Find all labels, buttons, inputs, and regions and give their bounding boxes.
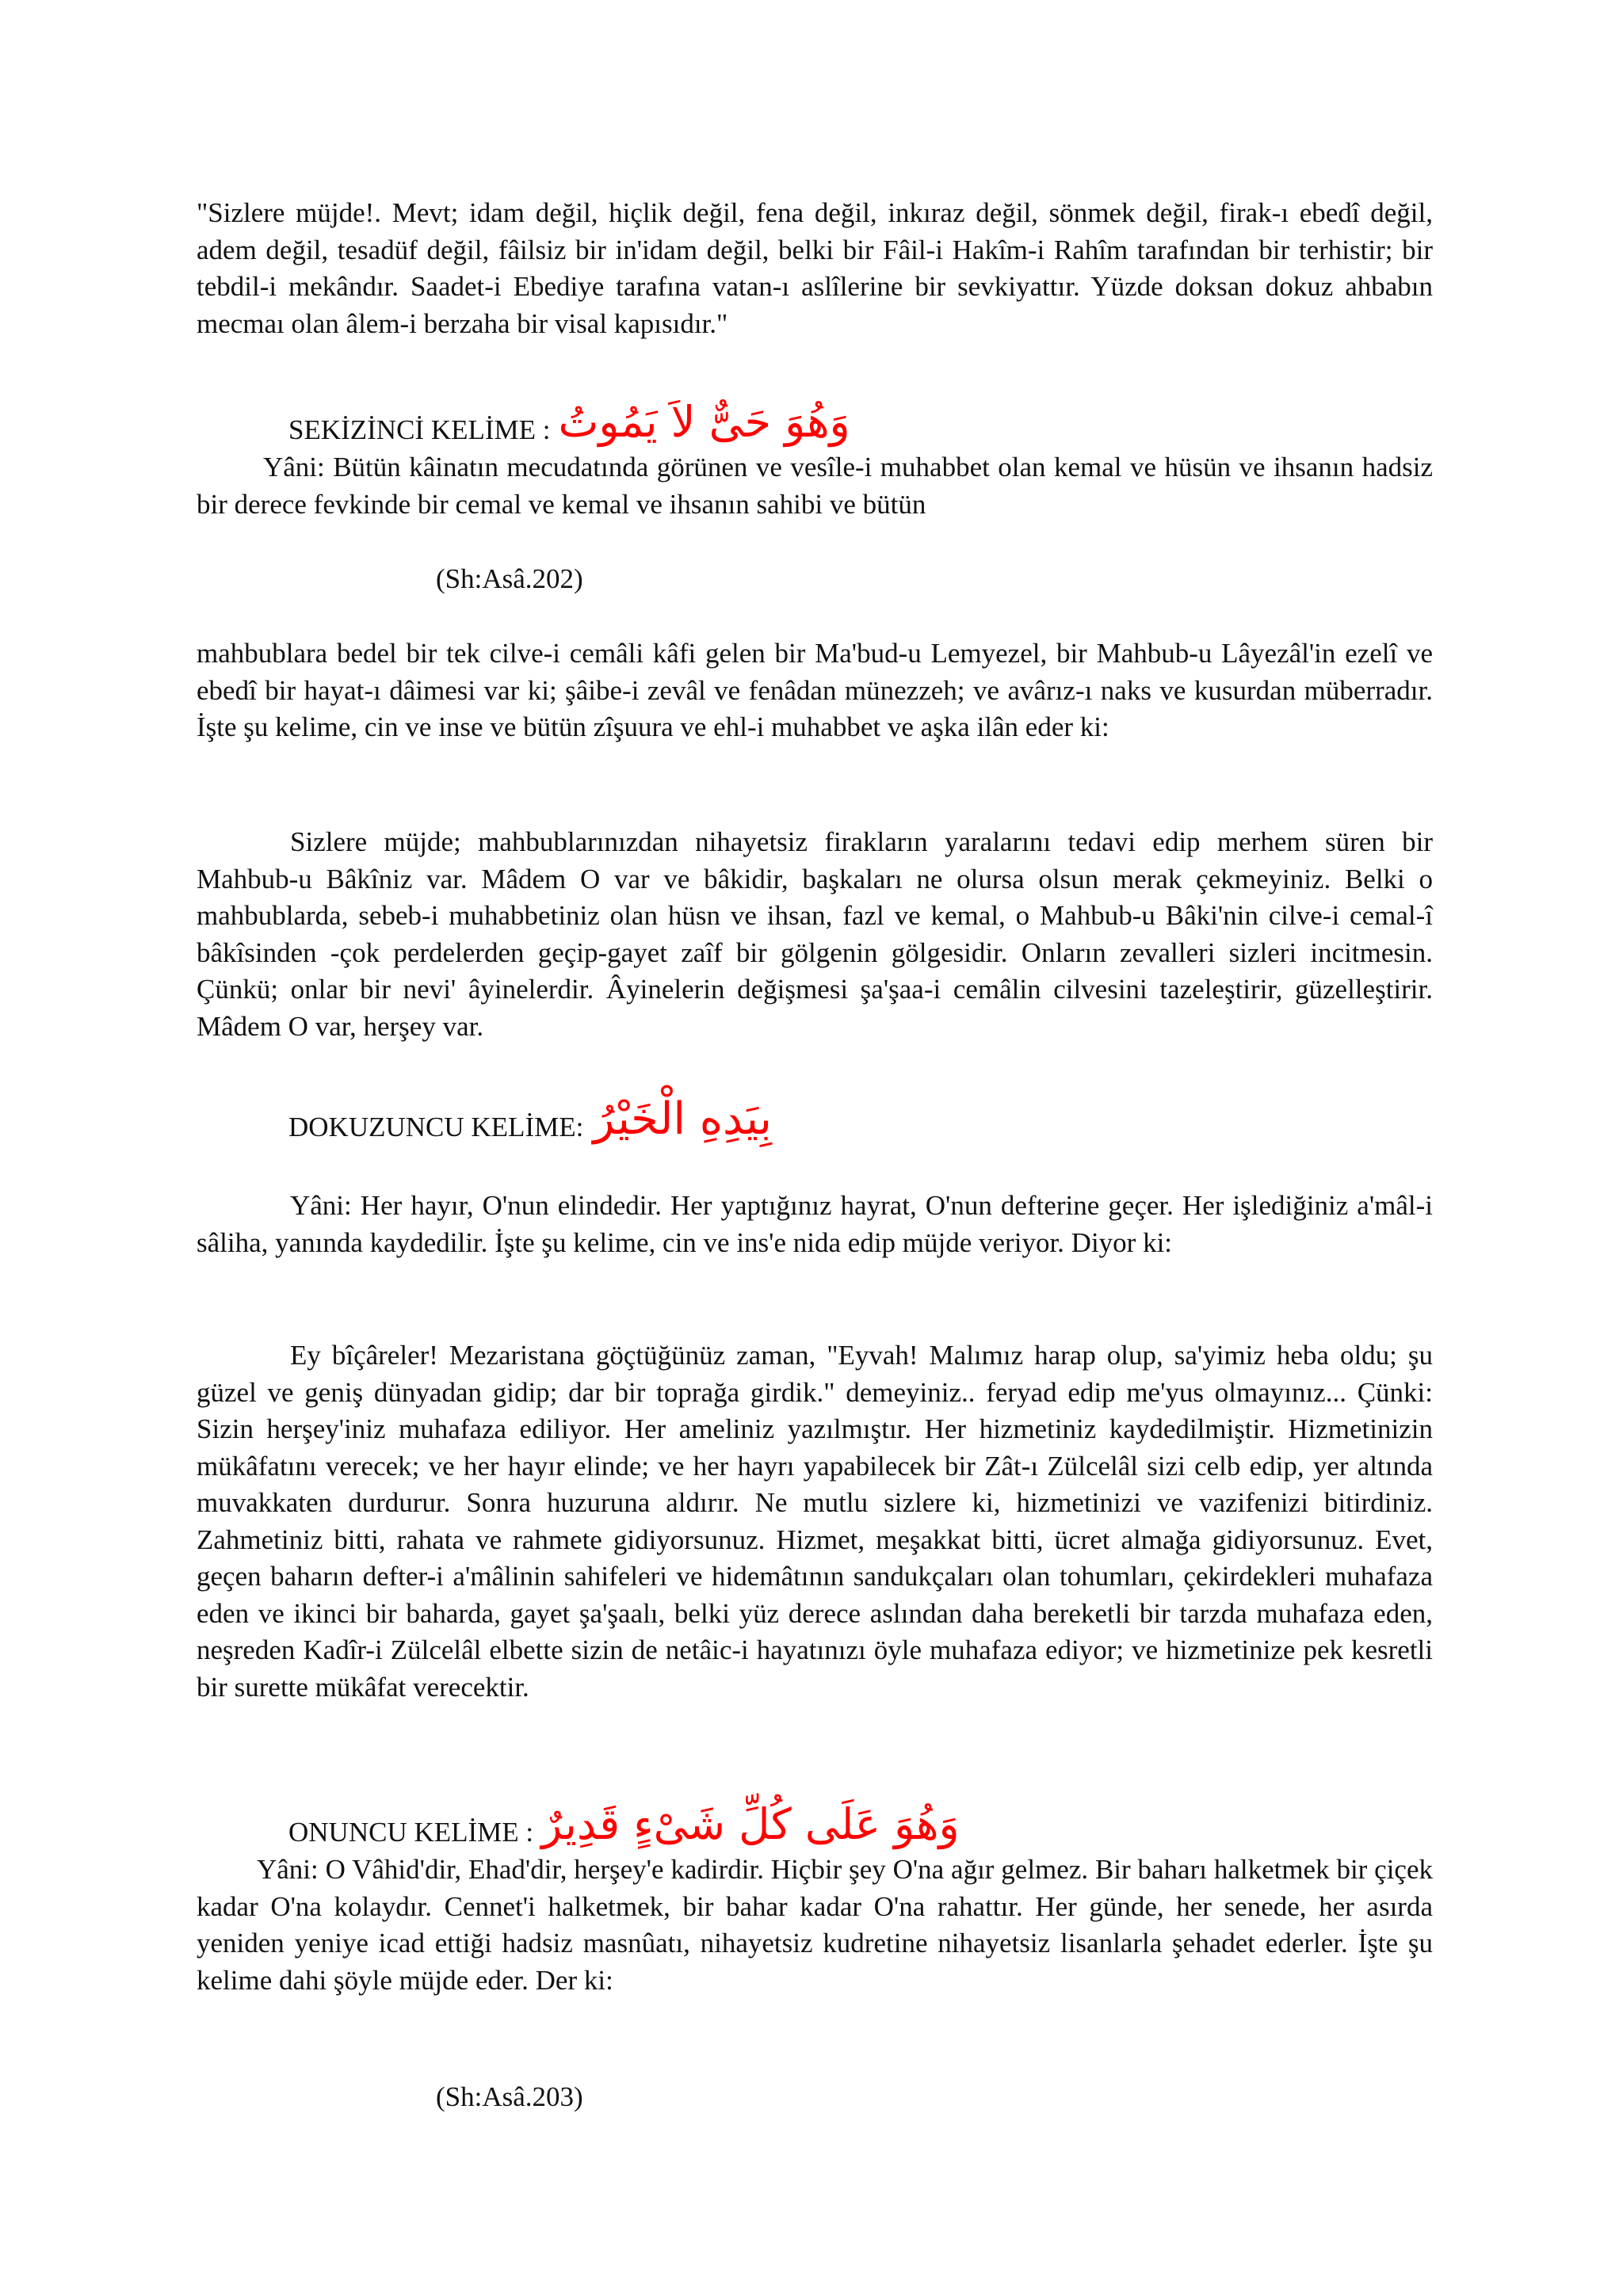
paragraph-eternal-beloved: mahbublara bedel bir tek cilve-i cemâli kâfi gelen bir Ma'bud-u Lemyezel, bir Mahbub-u Lâyezâl'in ezelî ve ebedî bir hayat-ı dâimesi var ki; şâibe-i zevâl ve fenâdan münezzeh; ve avârız-ı naks ve kusurdan müberradır. İşte şu kelime, cin ve inse ve bütün zîşuura ve ehl-i muhabbet ve aşka ilân eder ki: bbox=[197, 638, 1433, 742]
paragraph-good-news-beloved: Sizlere müjde; mahbublarınızdan nihayetsiz firakların yaralarını tedavi edip merhem süren bir Mahbub-u Bâkîniz var. Mâdem O var ve bâkidir, başkaları ne olursa olsun merak çekmeyiniz. Belki o mahbublarda, sebeb-i muhabbetiniz olan hüsn ve ihsan, fazl ve kemal, o Mahbub-u Bâki'nin cilve-i cemal-î bâkîsinden -çok perdelerden geçip-gayet zaîf bir gölgenin gölgesidir. Onların zevalleri sizleri incitmesin. Çünkü; onlar bir nevi' âyinelerdir. Âyinelerin değişmesi şa'şaa-i cemâlin cilvesini tazeleştirir, güzelleştirir. Mâdem O var, herşey var. bbox=[197, 826, 1433, 1042]
paragraph-cemetery-good-news: Ey bîçâreler! Mezaristana göçtüğünüz zaman, "Eyvah! Malımız harap olup, sa'yimiz heba oldu; şu güzel ve geniş dünyadan gidip; dar bir toprağa girdik." demeyiniz.. feryad edip me'yus olmayınız... Çünki: Sizin herşey'iniz muhafaza ediliyor. Her ameliniz yazılmıştır. Her hizmetiniz kaydedilmiştir. Hizmetinizin mükâfatını verecek; ve her hayır elinde; ve her hayrı yapabilecek bir Zât-ı Zülcelâl sizi celb edip, yer altında muvakkaten durdurur. Sonra huzuruna aldırır. Ne mutlu sizlere ki, hizmetinizi ve vazifenizi bitirdiniz. Zahmetiniz bitti, rahata ve rahmete gidiyorsunuz. Hizmet, meşakkat bitti, ücret almağa gidiyorsunuz. Evet, geçen baharın defter-i a'mâlinin sahifeleri ve hidemâtının sandukçaları olan tohumları, çekirdekleri muhafaza eden ve ikinci bir baharda, gayet şa'şaalı, belki yüz derece aslından daha bereketli bir tarzda muhafaza eden, neşreden Kadîr-i Zülcelâl elbette sizin de netâic-i hayatınızı öyle muhafaza ediyor; ve hizmetinize pek kesretli bir surette mükâfat verecektir. bbox=[197, 1340, 1433, 1703]
heading-tenth-word bbox=[288, 1798, 960, 1851]
paragraph-ninth-meaning: Yâni: Her hayır, O'nun elindedir. Her yaptığınız hayrat, O'nun defterine geçer. Her işlediğiniz a'mâl-i sâliha, yanında kaydedilir. İşte şu kelime, cin ve ins'e nida edip müjde veriyor. Diyor ki: bbox=[197, 1190, 1433, 1258]
page-reference: (Sh:Asâ.203) bbox=[436, 2081, 583, 2112]
arabic-verse: وَهُوَ حَىٌّ لاَ يَمُوتُ bbox=[558, 397, 850, 447]
page-reference: (Sh:Asâ.202) bbox=[436, 563, 583, 594]
heading-label: SEKİZİNCİ KELİME : bbox=[288, 414, 551, 445]
paragraph-tenth-meaning: Yâni: O Vâhid'dir, Ehad'dir, herşey'e kadirdir. Hiçbir şey O'na ağır gelmez. Bir baharı halketmek bir çiçek kadar O'na kolaydır. Cennet'i halketmek, bir bahar kadar O'na rahattır. Her günde, her senede, her asırda yeniden yeniye icad ettiği hadsiz masnûatı, nihayetsiz kudretine nihayetsiz lisanlarla şehadet ederler. İşte şu kelime dahi şöyle müjde eder. Der ki: bbox=[197, 1854, 1433, 1996]
arabic-verse: بِيَدِهِ الْخَيْرُ bbox=[593, 1093, 772, 1145]
heading-ninth-word bbox=[288, 1093, 772, 1146]
heading-label: ONUNCU KELİME : bbox=[288, 1817, 534, 1848]
paragraph-mevt-good-news: "Sizlere müjde!. Mevt; idam değil, hiçlik değil, fena değil, inkıraz değil, sönmek değil, firak-ı ebedî değil, adem değil, tesadüf değil, fâilsiz bir in'idam değil, belki bir Fâil-i Hakîm-i Rahîm tarafından bir terhistir; bir tebdil-i mekândır. Saadet-i Ebediye tarafına vatan-ı aslîlerine bir sevkiyattır. Yüzde doksan dokuz ahbabın mecmaı olan âlem-i berzaha bir visal kapısıdır." bbox=[197, 197, 1433, 339]
heading-eighth-word bbox=[288, 396, 850, 448]
heading-label: DOKUZUNCU KELİME: bbox=[288, 1112, 584, 1142]
paragraph-eighth-meaning: Yâni: Bütün kâinatın mecudatında görünen ve vesîle-i muhabbet olan kemal ve hüsün ve ihsanın hadsiz bir derece fevkinde bir cemal ve kemal ve ihsanın sahibi ve bütün bbox=[197, 452, 1433, 520]
arabic-verse: وَهُوَ عَلَى كُلِّ شَىْءٍ قَدِيرٌ bbox=[541, 1799, 960, 1849]
